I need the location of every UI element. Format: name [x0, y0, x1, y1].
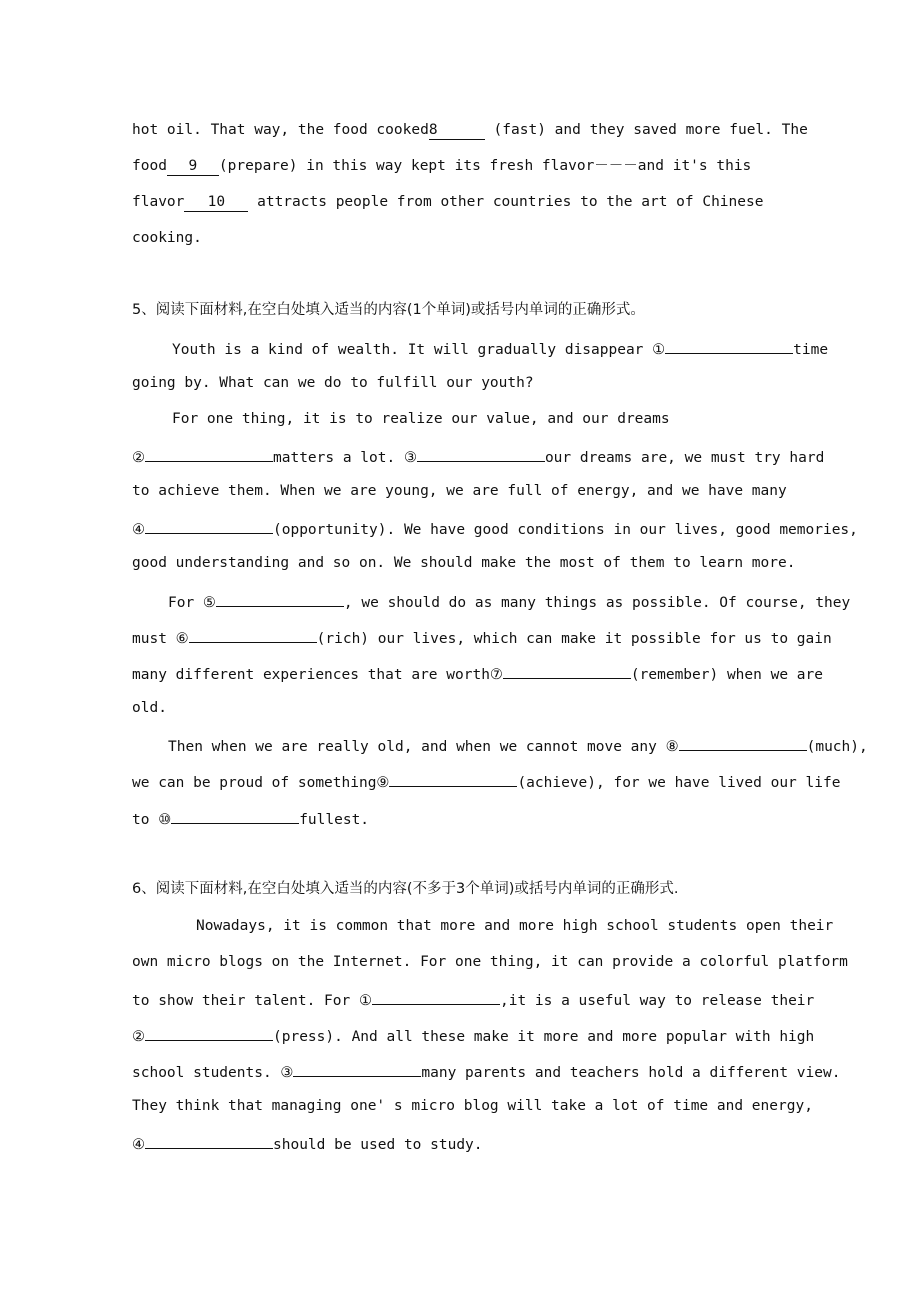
answer-blank-9[interactable]: 9 [167, 157, 219, 176]
section5-line-11: old. [132, 700, 167, 716]
text: , we should do as many things as possible. Of course, they [343, 595, 851, 611]
section6-line-5 [132, 1060, 841, 1083]
section5-line-5: to achieve them. When we are young, we are full of energy, and we have many [132, 483, 787, 499]
text: food [132, 158, 167, 174]
section5-line-2: going by. What can we do to fulfill our youth? [132, 375, 534, 391]
section6-heading: 6、阅读下面材料,在空白处填入适当的内容(不多于3个单词)或括号内单词的正确形式. [132, 881, 679, 897]
text: to ⑩ [132, 812, 172, 828]
section5-line-4 [132, 445, 825, 468]
text: (fast) and they saved more fuel. The [484, 122, 808, 138]
blank-10[interactable] [171, 807, 299, 824]
section5-line-14 [132, 807, 792, 830]
text: For ⑤ [168, 595, 216, 611]
section5-line-7: good understanding and so on. We should make the most of them to learn more. [132, 555, 796, 571]
text: time [793, 342, 829, 358]
text: fullest. [299, 812, 370, 828]
text: (much), [806, 739, 868, 755]
text: should be used to study. [273, 1137, 483, 1153]
section5-line-10 [132, 662, 823, 685]
section5-line-9 [132, 626, 832, 649]
text: many different experiences that are worth⑦ [132, 667, 503, 683]
section5-line-13 [132, 770, 841, 793]
passage4-line-4: cooking. [132, 230, 202, 246]
blank-7[interactable] [503, 662, 631, 679]
section6-line-6: They think that managing one' s micro blog will take a lot of time and energy, [132, 1098, 813, 1114]
blank-8[interactable] [679, 734, 807, 751]
section6-line-7 [132, 1132, 792, 1155]
text: Youth is a kind of wealth. It will gradually disappear ① [172, 342, 666, 358]
section5-line-6 [132, 517, 858, 540]
passage4-line-3 [132, 192, 792, 212]
blank-9[interactable] [389, 770, 517, 787]
blank-1[interactable] [372, 988, 500, 1005]
text: ④ [132, 1137, 145, 1153]
passage4-line-2 [132, 156, 792, 176]
section5-line-1 [132, 337, 829, 360]
text: (prepare) in this way kept its fresh flavor－－－and it's this [218, 158, 752, 174]
text: ② [132, 1029, 145, 1045]
text: attracts people from other countries to the art of Chinese [248, 194, 764, 210]
blank-2[interactable] [145, 445, 273, 462]
text: our dreams are, we must try hard [544, 450, 825, 466]
section5-line-8 [132, 590, 851, 613]
text: to show their talent. For ① [132, 993, 372, 1009]
text: ② [132, 450, 145, 466]
text: matters a lot. ③ [273, 450, 417, 466]
section6-line-3 [132, 988, 815, 1011]
section6-line-1: Nowadays, it is common that more and more high school students open their [196, 918, 834, 934]
text: flavor [132, 194, 185, 210]
section5-line-12 [132, 734, 868, 757]
blank-2[interactable] [145, 1024, 273, 1041]
blank-4[interactable] [145, 517, 273, 534]
text: (opportunity). We have good conditions in our lives, good memories, [273, 522, 858, 538]
text: (press). And all these make it more and more popular with high [273, 1029, 815, 1045]
blank-3[interactable] [417, 445, 545, 462]
text: we can be proud of something⑨ [132, 775, 390, 791]
blank-6[interactable] [189, 626, 317, 643]
blank-5[interactable] [216, 590, 344, 607]
text: Then when we are really old, and when we cannot move any ⑧ [168, 739, 679, 755]
answer-blank-8[interactable]: 8 [429, 121, 485, 140]
text: ,it is a useful way to release their [499, 993, 815, 1009]
text: must ⑥ [132, 631, 189, 647]
text: ④ [132, 522, 145, 538]
text: (rich) our lives, which can make it possible for us to gain [316, 631, 832, 647]
text: many parents and teachers hold a different view. [421, 1065, 841, 1081]
section5-heading: 5、阅读下面材料,在空白处填入适当的内容(1个单词)或括号内单词的正确形式。 [132, 302, 645, 318]
text: hot oil. That way, the food cooked [132, 122, 429, 138]
text: (achieve), for we have lived our life [517, 775, 841, 791]
answer-blank-10[interactable]: 10 [184, 193, 248, 212]
text: (remember) when we are [630, 667, 823, 683]
text: school students. ③ [132, 1065, 294, 1081]
passage4-line-1 [132, 120, 808, 140]
blank-4[interactable] [145, 1132, 273, 1149]
blank-1[interactable] [665, 337, 793, 354]
section5-line-3: For one thing, it is to realize our value, and our dreams [172, 411, 670, 427]
blank-3[interactable] [293, 1060, 421, 1077]
section6-line-4 [132, 1024, 815, 1047]
section6-line-2: own micro blogs on the Internet. For one thing, it can provide a colorful platform [132, 954, 848, 970]
